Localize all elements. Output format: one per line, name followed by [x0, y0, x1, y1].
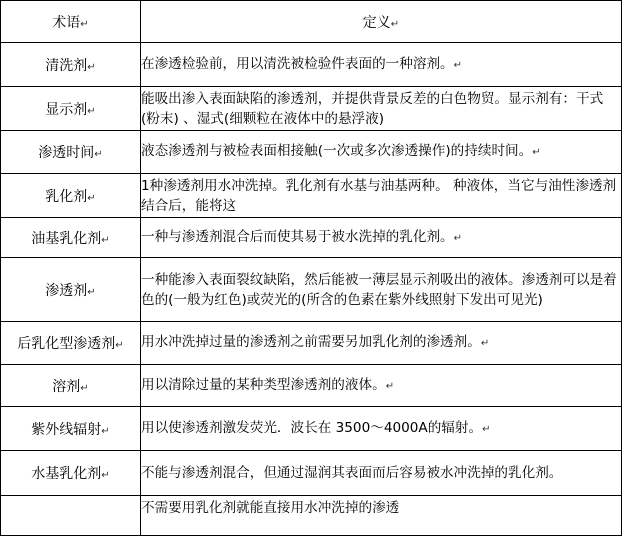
definition-cell [141, 218, 622, 258]
term-cell [1, 131, 141, 174]
term-cell [1, 174, 141, 218]
term-header [1, 1, 141, 43]
definition-cell [141, 258, 622, 322]
term-cell [1, 258, 141, 322]
definition-cell [141, 365, 622, 407]
table-row [1, 496, 622, 536]
table-row [1, 407, 622, 451]
definition-cell [141, 87, 622, 131]
term-cell [1, 451, 141, 496]
definition-text: 1种渗透剂用水冲洗掉。乳化剂有水基与油基两种。 种液体，当它与油性渗透剂结合后，能将这 [141, 177, 617, 214]
definition-cell [141, 407, 622, 451]
cell-mark: ↵ [453, 59, 463, 71]
definition-text: 用以使渗透剂激发荧光．波长在 3500～4000A的辐射。 [141, 419, 483, 436]
term-text: 油基乳化剂 [31, 230, 102, 247]
definition-text: 用以清除过量的某种类型渗透剂的液体。 [141, 376, 386, 393]
table-row [1, 218, 622, 258]
definition-text: 能吸出渗入表面缺陷的渗透剂，并提供背景反差的白色物贸。显示剂有：干式(粉末) 、湿式(细颗粒在液体中的悬浮液) [141, 90, 604, 127]
cell-mark: ↵ [453, 232, 463, 244]
cell-mark: ↵ [101, 470, 110, 481]
table-row [1, 322, 622, 365]
cell-mark: ↵ [480, 338, 490, 349]
term-text: 渗透时间 [38, 145, 95, 161]
definition-text: 在渗透检验前，用以清洗被检验件表面的一种溶剂。 [141, 55, 454, 72]
term-cell [1, 218, 141, 258]
table-row [1, 258, 622, 322]
term-text: 溶剂 [52, 378, 81, 395]
cell-mark: ↵ [101, 234, 110, 246]
cell-mark: ↵ [115, 340, 124, 351]
cell-mark: ↵ [101, 425, 110, 437]
definition-text: 用水冲洗掉过量的渗透剂之前需要另加乳化剂的渗透剂。 [141, 334, 481, 350]
cell-mark: ↵ [87, 286, 96, 298]
definition-text: 一种与渗透剂混合后而使其易于被水洗掉的乳化剂。 [141, 228, 454, 245]
term-text: 显示剂 [45, 101, 88, 118]
term-text: 乳化剂 [45, 188, 88, 205]
definition-text: 一种能渗入表面裂纹缺陷，然后能被一薄层显示剂吸出的液体。渗透剂可以是着色的(一般为红色)或荧光的(所含的色素在紫外线照射下发出可见光) [141, 271, 617, 308]
cell-mark: ↵ [482, 423, 491, 435]
definition-cell [141, 131, 622, 174]
cell-mark: ↵ [87, 61, 96, 73]
definition-header [141, 1, 622, 43]
definition-text: 液态渗透剂与被检表面相接触(一次或多次渗透操作)的持续时间。 [141, 143, 533, 159]
table-row [1, 174, 622, 218]
term-text: 后乳化型渗透剂 [17, 336, 116, 352]
term-cell [1, 322, 141, 365]
term-cell [1, 43, 141, 87]
definition-cell [141, 174, 622, 218]
table-row [1, 43, 622, 87]
table-row [1, 365, 622, 407]
table-header-row [1, 1, 622, 43]
cell-mark: ↵ [87, 192, 96, 204]
definition-cell [141, 322, 622, 365]
table-row [1, 131, 622, 174]
term-text: 清洗剂 [45, 57, 88, 74]
definition-text: 不需要用乳化剂就能直接用水冲洗掉的渗透 [141, 500, 400, 516]
table-row [1, 87, 622, 131]
term-cell [1, 87, 141, 131]
definition-cell [141, 451, 622, 496]
term-text: 水基乳化剂 [31, 466, 102, 482]
term-text: 渗透剂 [45, 282, 88, 299]
definition-cell [141, 43, 622, 87]
term-header-text: 术语 [52, 14, 81, 31]
term-cell [1, 407, 141, 451]
cell-mark: ↵ [87, 105, 96, 117]
table-row [1, 451, 622, 496]
cell-mark: ↵ [390, 18, 400, 30]
cell-mark: ↵ [532, 147, 541, 158]
definition-text: 不能与渗透剂混合，但通过湿润其表面而后容易被水冲洗掉的乳化剂。 [141, 465, 563, 481]
cell-mark: ↵ [385, 380, 395, 392]
cell-mark: ↵ [94, 149, 103, 160]
cell-mark: ↵ [80, 382, 89, 394]
definition-cell [141, 496, 622, 536]
definition-header-text: 定义 [362, 14, 391, 31]
cell-mark: ↵ [80, 18, 89, 30]
term-cell [1, 496, 141, 536]
term-text: 紫外线辐射 [31, 421, 102, 438]
term-cell [1, 365, 141, 407]
